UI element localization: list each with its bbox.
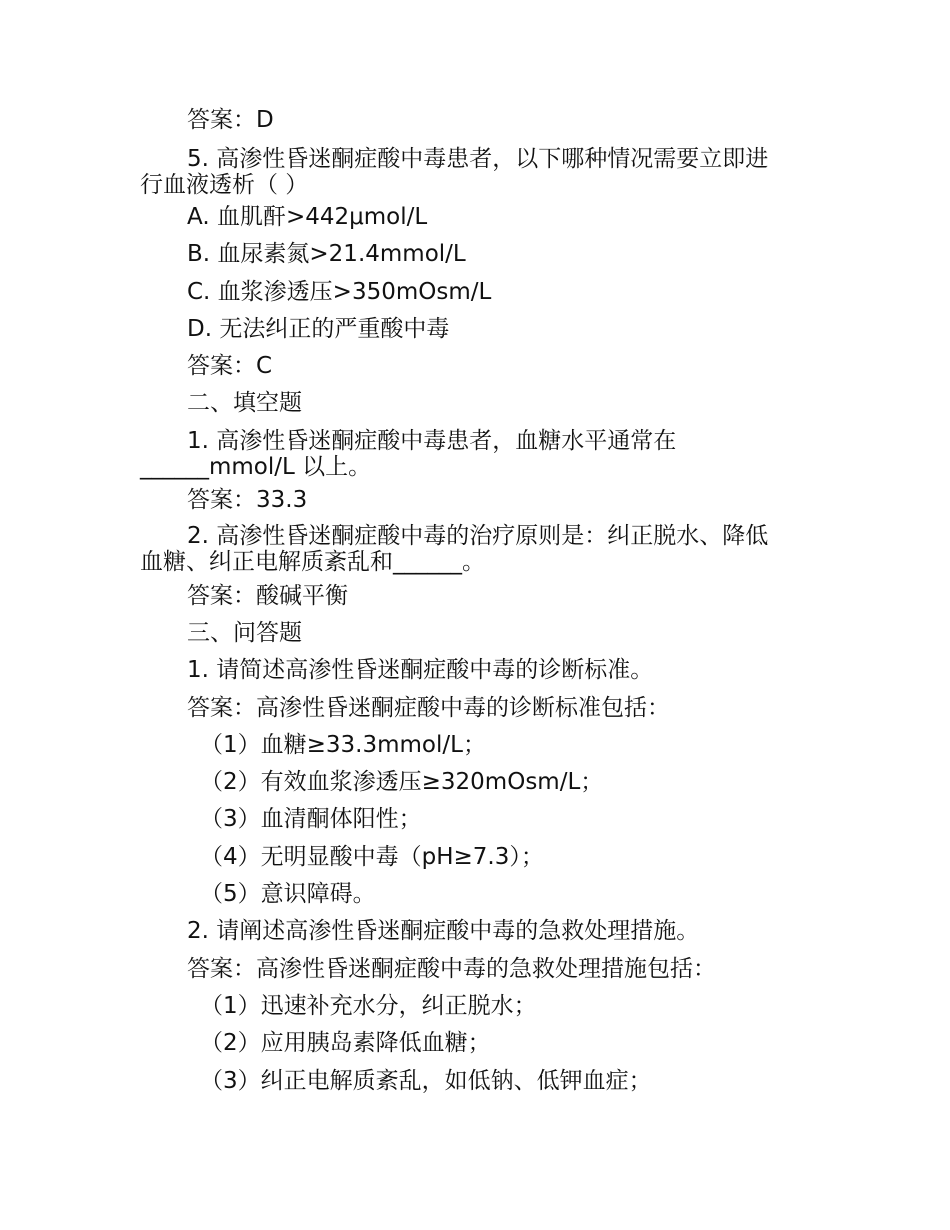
- answer-qa-1: 答案：高渗性昏迷酮症酸中毒的诊断标准包括：: [187, 695, 670, 721]
- question-5: [140, 146, 827, 198]
- qa-question-1: 1. 请简述高渗性昏迷酮症酸中毒的诊断标准。: [187, 657, 654, 683]
- qa-question-2: 2. 请阐述高渗性昏迷酮症酸中毒的急救处理措施。: [187, 918, 700, 944]
- answer-5: 答案：C: [187, 353, 273, 379]
- qa1-item-3: （3）血清酮体阳性；: [200, 806, 422, 832]
- qa1-item-4: （4）无明显酸中毒（pH≥7.3）；: [200, 844, 544, 870]
- question-5-line-2: 行血液透析（ ）: [140, 172, 309, 198]
- fill-question-1: [140, 428, 827, 480]
- fill-question-2-line-1: 2. 高渗性昏迷酮症酸中毒的治疗原则是：纠正脱水、降低: [187, 523, 769, 549]
- section-heading-qa: 三、问答题: [187, 620, 302, 646]
- fill-question-2: [140, 523, 827, 575]
- answer-qa-2: 答案：高渗性昏迷酮症酸中毒的急救处理措施包括：: [187, 956, 716, 982]
- answer-line: 答案：D: [187, 107, 274, 133]
- option-a: A. 血肌酐>442μmol/L: [187, 204, 428, 230]
- option-b: B. 血尿素氮>21.4mmol/L: [187, 241, 466, 267]
- option-c: C. 血浆渗透压>350mOsm/L: [187, 279, 492, 305]
- answer-fill-2: 答案：酸碱平衡: [187, 583, 348, 609]
- fill-question-1-line-2: ______mmol/L 以上。: [140, 454, 372, 480]
- qa2-item-1: （1）迅速补充水分，纠正脱水；: [200, 993, 537, 1019]
- answer-fill-1: 答案：33.3: [187, 487, 308, 513]
- qa1-item-5: （5）意识障碍。: [200, 881, 376, 907]
- option-d: D. 无法纠正的严重酸中毒: [187, 316, 450, 342]
- fill-question-1-line-1: 1. 高渗性昏迷酮症酸中毒患者，血糖水平通常在: [187, 428, 677, 454]
- question-5-line-1: 5. 高渗性昏迷酮症酸中毒患者，以下哪种情况需要立即进: [187, 146, 769, 172]
- section-heading-fill-blank: 二、填空题: [187, 390, 302, 416]
- fill-question-2-line-2: 血糖、纠正电解质紊乱和______。: [140, 549, 485, 575]
- qa1-item-1: （1）血糖≥33.3mmol/L；: [200, 732, 486, 758]
- qa1-item-2: （2）有效血浆渗透压≥320mOsm/L；: [200, 769, 604, 795]
- qa2-item-2: （2）应用胰岛素降低血糖；: [200, 1030, 491, 1056]
- qa2-item-3: （3）纠正电解质紊乱，如低钠、低钾血症；: [200, 1068, 652, 1094]
